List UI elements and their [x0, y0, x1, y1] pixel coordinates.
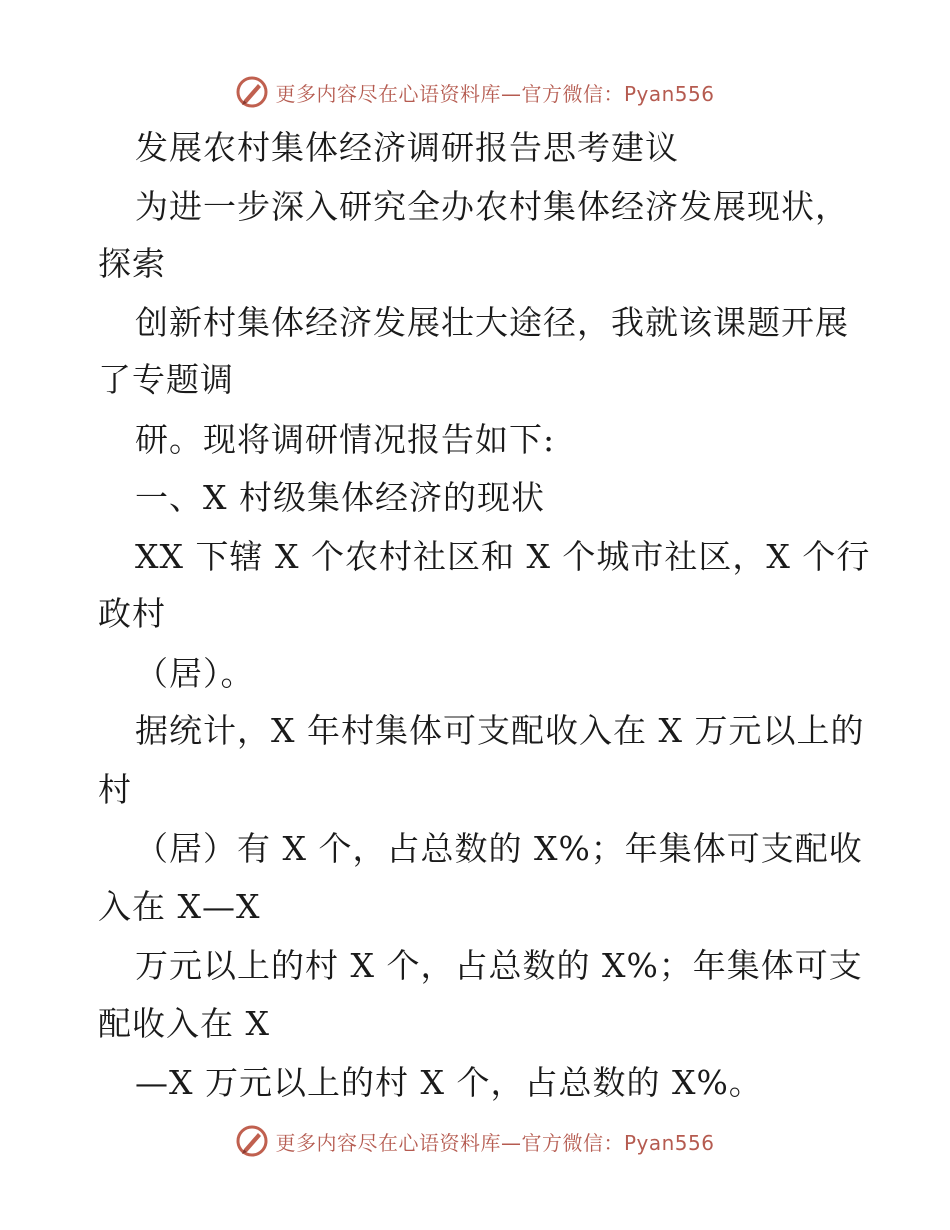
section-heading: 一、X 村级集体经济的现状	[135, 478, 545, 517]
paragraph-line: —X 万元以上的村 X 个，占总数的 X%。	[135, 1063, 763, 1102]
paragraph-line: 为进一步深入研究全办农村集体经济发展现状，	[135, 187, 849, 226]
paragraph-line: （居）有 X 个，占总数的 X%；年集体可支配收	[135, 829, 863, 868]
paragraph-line: 探索	[98, 244, 166, 283]
paragraph-line: 配收入在 X	[98, 1004, 270, 1043]
header-watermark-text: 更多内容尽在心语资料库—官方微信：Pyan556	[275, 81, 715, 106]
footer-watermark-text: 更多内容尽在心语资料库—官方微信：Pyan556	[275, 1130, 715, 1155]
paragraph-line: 据统计，X 年村集体可支配收入在 X 万元以上的	[135, 711, 865, 750]
paragraph-line: 万元以上的村 X 个，占总数的 X%；年集体可支	[135, 946, 863, 985]
document-title: 发展农村集体经济调研报告思考建议	[135, 128, 679, 167]
header-watermark	[0, 72, 950, 112]
footer-watermark	[0, 1121, 950, 1161]
paragraph-line: 村	[98, 770, 132, 809]
paragraph-line: 创新村集体经济发展壮大途径，我就该课题开展	[135, 303, 849, 342]
paragraph-line: 政村	[98, 594, 166, 633]
paragraph-line: 了专题调	[98, 360, 234, 399]
pen-logo-icon	[235, 1124, 269, 1158]
paragraph-line: XX 下辖 X 个农村社区和 X 个城市社区，X 个行	[135, 537, 871, 576]
paragraph-line: 入在 X—X	[98, 887, 261, 926]
paragraph-line: 研。现将调研情况报告如下:	[135, 420, 556, 459]
pen-logo-icon	[235, 75, 269, 109]
paragraph-line: （居）。	[135, 654, 255, 693]
